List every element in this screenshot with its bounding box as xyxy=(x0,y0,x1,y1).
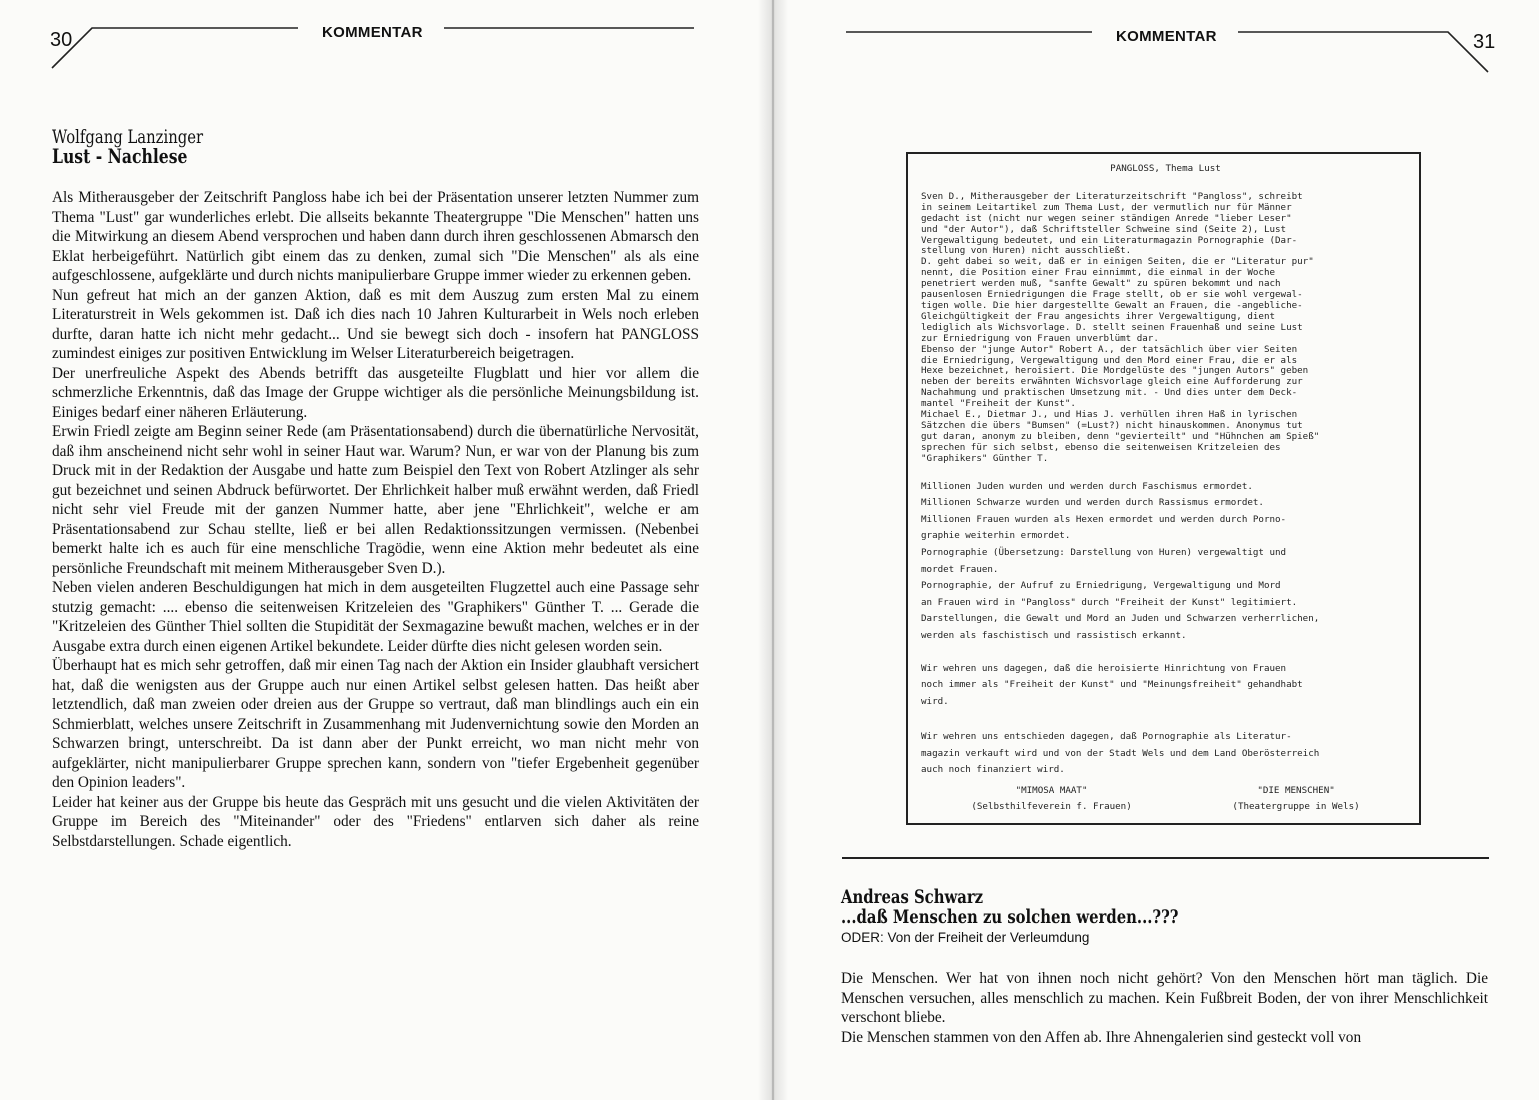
flyer-line: gut daran, anonym zu bleiben, denn "gevierteilt" und "Hühnchen am Spieß" xyxy=(921,430,1320,442)
paragraph: Die Menschen. Wer hat von ihnen noch nicht gehört? Von den Menschen hört man täglich. Die Menschen versuchen, alles menschlich zu machen. Kein Fußbreit Boden, der von ihrer Menschlichkeit verschont bliebe. xyxy=(841,970,1488,1026)
flyer-line: Ebenso der "junge Autor" Robert A., der tatsächlich über vier Seiten xyxy=(921,343,1298,355)
flyer-line: stellung von Huren) nicht ausschließt. xyxy=(921,245,1132,257)
article-body xyxy=(841,969,1488,1047)
flyer-line: Darstellungen, die Gewalt und Mord an Juden und Schwarzen verherrlichen, xyxy=(921,613,1320,625)
article-title: Lust - Nachlese xyxy=(52,144,188,168)
signature-desc: (Selbsthilfeverein f. Frauen) xyxy=(971,801,1132,813)
flyer-line: Millionen Schwarze wurden und werden durch Rassismus ermordet. xyxy=(921,497,1264,509)
flyer-line: Wir wehren uns entschieden dagegen, daß Pornographie als Literatur- xyxy=(921,731,1292,743)
flyer-line: lediglich als Wichsvorlage. D. stellt seinen Frauenhaß und seine Lust xyxy=(921,321,1303,333)
flyer-line: Sätzchen die übers "Bumsen" (=Lust?) nicht hinauskommen. Anonymus tut xyxy=(921,419,1303,431)
article-body xyxy=(52,188,699,851)
article-author: Wolfgang Lanzinger xyxy=(52,126,204,148)
right-page xyxy=(770,0,1539,1100)
page-number: 31 xyxy=(1473,31,1496,53)
running-head: KOMMENTAR xyxy=(322,24,423,41)
flyer-line: an Frauen wird in "Pangloss" durch "Freiheit der Kunst" legitimiert. xyxy=(921,596,1298,608)
flyer-signatures xyxy=(921,783,1410,815)
paragraph: Neben vielen anderen Beschuldigungen hat mich in dem ausgeteilten Flugzettel auch eine Passage sehr stutzig gemacht: .... ebenso die seitenweisen Kritzeleien des "Graphikers" Günther T. ... Gerade die "Kritzeleien des Günther Thiel sollten die Stupidität der Sexmagazine bewußt machen, welches er in der Ausgabe extra durch einen eigenen Artikel bekundete. Leider dürfte dies nicht gelesen worden sein. xyxy=(52,579,699,655)
flyer-header: PANGLOSS, Thema Lust xyxy=(1110,163,1221,174)
flyer-line: wird. xyxy=(921,695,949,707)
flyer-line: graphie weiterhin ermordet. xyxy=(921,530,1071,542)
flyer-line: Pornographie (Übersetzung: Darstellung von Huren) vergewaltigt und xyxy=(921,546,1287,558)
flyer-line: Millionen Frauen wurden als Hexen ermordet und werden durch Porno- xyxy=(921,513,1287,525)
flyer-paragraph-1 xyxy=(921,192,1410,465)
flyer-line: auch noch finanziert wird. xyxy=(921,764,1065,776)
flyer-line: penetriert werden muß, "sanfte Gewalt" zu spüren bekommt und nach xyxy=(921,278,1281,290)
signature-block xyxy=(971,783,1131,815)
flyer-line: magazin verkauft wird und von der Stadt Wels und dem Land Oberösterreich xyxy=(921,747,1320,759)
flyer-line: mantel "Freiheit der Kunst". xyxy=(921,398,1076,410)
flyer-line: Gleichgültigkeit der Frau angesichts ihrer Vergewaltigung, dient xyxy=(921,310,1276,322)
flyer-line: Hexe bezeichnet, heroisiert. Die Mordgelüste des "jungen Autors" geben xyxy=(921,365,1309,377)
article-title: ...daß Menschen zu solchen werden...??? xyxy=(841,906,1179,928)
paragraph: Die Menschen stammen von den Affen ab. Ihre Ahnengalerien sind gesteckt voll von xyxy=(841,1028,1362,1046)
flyer-line: noch immer als "Freiheit der Kunst" und "Meinungsfreiheit" gehandhabt xyxy=(921,679,1303,691)
signature-name: "MIMOSA MAAT" xyxy=(1015,785,1088,797)
flyer-line: Nachahmung und praktischen Umsetzung mit. - Und dies unter dem Deck- xyxy=(921,387,1298,399)
running-head: KOMMENTAR xyxy=(1116,28,1217,45)
signature-block xyxy=(1232,783,1359,815)
paragraph: Leider hat keiner aus der Gruppe bis heute das Gespräch mit uns gesucht und die vielen Aktivitäten der Gruppe im Bereich des "Miteinander" oder des "Friedens" entlarven sich daher als reine Selbstdarstellungen. Schade eigentlich. xyxy=(52,793,699,850)
paragraph: Erwin Friedl zeigte am Beginn seiner Rede (am Präsentationsabend) durch die übernatürliche Nervosität, daß ihm anscheinend nicht sehr wohl in seiner Haut war. Warum? Nun, er war von der Planung bis zum Druck mit in der Redaktion der Ausgabe und hatte zum Beispiel den Text von Robert Atzlinger als sehr gut bezeichnet und seinen Abdruck befürwortet. Der Ehrlichkeit halber muß erwähnt werden, daß Friedl nicht sehr viel Freude mit der ganzen Nummer hatte, aber jene "Ehrlichkeit", welche er am Präsentationsabend zur Schau stellte, ließ er bei allen Redaktionssitzungen vermissen. (Nebenbei bemerkt halte ich es auch für eine menschliche Tragödie, wenn eine Aktion mehr bedeutet als eine persönliche Freundschaft mit meinem Mitherausgeber Sven D.). xyxy=(52,423,699,577)
flyer-line: Michael E., Dietmar J., und Hias J. verhüllen ihren Haß in lyrischen xyxy=(921,409,1298,421)
flyer-paragraph-4 xyxy=(921,729,1410,779)
flyer-line: Vergewaltigung bedeutet, und ein Literaturmagazin Pornographie (Dar- xyxy=(921,234,1298,246)
flyer-line: sprechen für sich selbst, ebenso die seitenweisen Kritzeleien des xyxy=(921,441,1281,453)
paragraph: Als Mitherausgeber der Zeitschrift Pangloss habe ich bei der Präsentation unserer letzten Nummer zum Thema "Lust" gar wunderliches erlebt. Die allseits bekannte Theatergruppe "Die Menschen" hatten uns die Mitwirkung an diesem Abend versprochen und haben dann durch ihren geschlossenen Abmarsch den Eklat herbeigeführt. Natürlich gibt einem das zu denken, zumal sich "Die Menschen" als als eine aufgeschlossene, aufgeklärte und durch nichts manipulierbare Gruppe immer wieder zu erkennen geben. xyxy=(52,189,699,284)
flyer-line: neben der bereits erwähnten Wichsvorlage gleich eine Aufforderung zur xyxy=(921,376,1303,388)
book-gutter xyxy=(758,0,788,1100)
paragraph: Der unerfreuliche Aspekt des Abends betrifft das ausgeteilte Flugblatt und hier vor allem die schmerzliche Erkenntnis, daß das Image der Gruppe wichtiger als die persönliche Meinungsbildung ist. Einiges bedarf einer näheren Erläuterung. xyxy=(52,364,699,421)
paragraph: Überhaupt hat es mich sehr getroffen, daß mir einen Tag nach der Aktion ein Insider glaubhaft versichert hat, daß die wenigsten aus der Gruppe auch nur einen Artikel selbst gelesen hatten. Das heißt aber letztendlich, daß man zweien oder dreien aus der Gruppe so vertraut, daß man blindlings auch ein ein Schmierblatt, welches unsere Zeitschrift in Zusammenhang mit Judenvernichtung sowie den Morden an Schwarzen bringt, unterschreibt. Da ist dann aber der Punkt erreicht, wo man nicht mehr von aufgeklärter, nicht manipulierbarer Gruppe sprechen kann, sondern von "tiefer Ergebenheit gegenüber den Opinion leaders". xyxy=(52,657,699,791)
flyer-line: pausenlosen Erniedrigungen die Frage stellt, ob er sie wohl vergewal- xyxy=(921,289,1303,301)
flyer-line: D. geht dabei so weit, daß er in einigen Seiten, die er "Literatur pur" xyxy=(921,256,1314,268)
flyer-line: "Graphikers" Günther T. xyxy=(921,452,1049,464)
flyer-line: Sven D., Mitherausgeber der Literaturzeitschrift "Pangloss", schreibt xyxy=(921,190,1303,202)
flyer-line: Wir wehren uns dagegen, daß die heroisierte Hinrichtung von Frauen xyxy=(921,662,1287,674)
flyer-paragraph-2 xyxy=(921,479,1410,645)
flyer-box xyxy=(906,152,1421,825)
flyer-line: tigen wolle. Die hier dargestellte Gewalt an Frauen, die -angebliche- xyxy=(921,299,1303,311)
article-subtitle: ODER: Von der Freiheit der Verleumdung xyxy=(841,930,1090,945)
signature-desc: (Theatergruppe in Wels) xyxy=(1232,801,1360,813)
article-author: Andreas Schwarz xyxy=(841,886,984,908)
flyer-line: in seinem Leitartikel zum Thema Lust, der vermutlich nur für Männer xyxy=(921,201,1292,213)
flyer-line: und "der Autor"), daß Schriftsteller Schweine sind (Seite 2), Lust xyxy=(921,223,1287,235)
flyer-paragraph-3 xyxy=(921,661,1410,711)
flyer-line: mordet Frauen. xyxy=(921,563,999,575)
flyer-line: die Erniedrigung, Vergewaltigung und den Mord einer Frau, die er als xyxy=(921,354,1298,366)
signature-name: "DIE MENSCHEN" xyxy=(1257,785,1335,797)
flyer-line: zur Erniedrigung von Frauen unverblümt dar. xyxy=(921,332,1159,344)
flyer-line: Millionen Juden wurden und werden durch Faschismus ermordet. xyxy=(921,480,1253,492)
paragraph: Nun gefreut hat mich an der ganzen Aktion, daß es mit dem Auszug zum ersten Mal zu einem Literaturstreit in Wels gekommen ist. Daß ich dies nach 10 Jahren Kulturarbeit in Wels noch erleben durfte, daran hatte ich nicht mehr gedacht... Und sie bewegt sich doch - insofern hat PANGLOSS zumindest einiges zur positiven Entwicklung im Welser Literaturbereich beigetragen. xyxy=(52,286,699,362)
flyer-line: werden als faschistisch und rassistisch erkannt. xyxy=(921,629,1187,641)
page-number: 30 xyxy=(50,29,73,51)
flyer-line: Pornographie, der Aufruf zu Erniedrigung, Vergewaltigung und Mord xyxy=(921,580,1281,592)
flyer-line: gedacht ist (nicht nur wegen seiner ständigen Anrede "lieber Leser" xyxy=(921,212,1292,224)
section-divider xyxy=(842,857,1489,859)
flyer-line: nennt, die Position einer Frau einnimmt, die einmal in der Woche xyxy=(921,267,1276,279)
